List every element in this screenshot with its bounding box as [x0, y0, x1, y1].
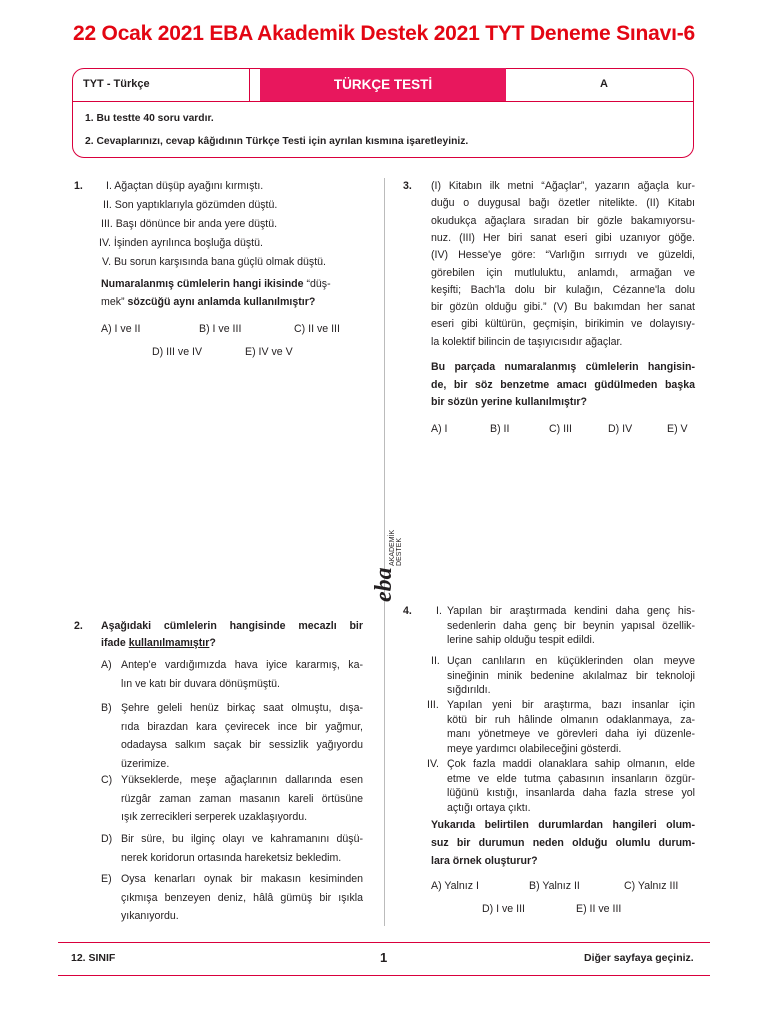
q4-option-a[interactable]: A) Yalnız I [431, 880, 479, 892]
page-title: 22 Ocak 2021 EBA Akademik Destek 2021 TYT Deneme Sınavı-6 [72, 22, 696, 45]
q2-option-e-text[interactable]: çıkmışa benzeyen deniz, hâlâ gümüş bir ışıkla [121, 891, 363, 904]
q2-option-c-text[interactable]: Yükseklerde, meşe ağaçlarının dallarında esen [121, 774, 363, 786]
q4-item-label: II. [431, 655, 440, 667]
logo-text: eba [371, 567, 397, 602]
q4-item-text: sineğinin minik bedenine akılalmaz bir teknoloji [447, 669, 695, 682]
footer-next-page: Diğer sayfaya geçiniz. [584, 952, 694, 964]
header-test-name: TÜRKÇE TESTİ [260, 68, 506, 101]
q2-option-c-text[interactable]: rüzgâr zaman zaman masanın kareli örtüsüne [121, 792, 363, 805]
q4-item-label: III. [427, 699, 439, 711]
q3-passage-line: (I) Kitabın ilk metni “Ağaçlar”, yazarın ağaçla kur- [431, 180, 695, 192]
q2-stem-negation: kullanılmamıştır [128, 637, 210, 649]
q3-stem-line: de, bir söz benzetme amacı güdülmeden başka [431, 378, 695, 391]
q4-item-label: I. [436, 605, 442, 617]
q4-item-text: Yapılan yeni bir araştırma, bazı insanlar için [447, 699, 695, 711]
q4-item-text: kötü bir ruh hâlinde olmanın odaklanmaya, za- [447, 713, 695, 726]
q3-stem-line: Bu parçada numaralanmış cümlelerin hangisin- [431, 361, 695, 373]
instruction-2: 2. Cevaplarınızı, cevap kâğıdının Türkçe Testi için ayrılan kısmına işaretleyiniz. [85, 136, 469, 147]
q2-option-d-text[interactable]: nerek koridorun ortasında hareketsiz bekledim. [121, 851, 342, 864]
q1-stem-part: sözcüğü aynı anlamda kullanılmıştır? [127, 296, 316, 308]
footer-bottom-rule [58, 975, 710, 976]
q4-option-d[interactable]: D) I ve III [482, 903, 525, 915]
q4-stem-line: suz bir durumun neden olduğu olumlu durum- [431, 837, 695, 849]
question-number: 4. [403, 605, 412, 617]
q1-option-b[interactable]: B) I ve III [199, 323, 242, 335]
q4-item-text: açtığı ortaya çıktı. [447, 801, 531, 814]
logo-subtext-2: DESTEK [396, 537, 403, 566]
q3-option-a[interactable]: A) I [431, 423, 448, 435]
q2-option-d-text[interactable]: Bir süre, bu ilginç olayı ve kahramanını düşü- [121, 833, 363, 845]
page-number: 1 [380, 950, 388, 965]
q2-option-d-label: D) [101, 833, 113, 845]
q1-stem-part: “düş- [306, 278, 331, 290]
header-booklet-type: A [600, 78, 608, 90]
q4-item-text: lerine sahip olduğu tespit edildi. [447, 634, 595, 646]
q2-stem-part: ifade [101, 637, 126, 649]
q1-sentence-1: I. Ağaçtan düşüp ayağını kırmıştı. [106, 180, 264, 192]
q1-option-d[interactable]: D) III ve IV [152, 346, 203, 358]
q4-item-text: sığdırıldı. [447, 684, 491, 696]
q3-option-b[interactable]: B) II [490, 423, 510, 435]
question-number: 1. [74, 180, 83, 192]
q2-option-e-label: E) [101, 873, 112, 885]
q4-item-label: IV. [427, 758, 439, 770]
q4-item-text: lüğünü kıstığı, insanlarda daha fazla strese yol [447, 787, 695, 799]
q4-stem-line: lara örnek oluşturur? [431, 855, 538, 867]
q4-item-text: sedenlerin daha genç bir beynin yapısal özellik- [447, 619, 695, 632]
q2-option-b-text[interactable]: rıda birazdan kara çevirecek ince bir yağmur, [121, 720, 363, 733]
q3-stem-line: bir sözün yerine kullanılmıştır? [431, 396, 587, 408]
q4-item-text: etme ve elde tutma çabasının insanların özgür- [447, 772, 695, 785]
q4-item-text: Yapılan bir araştırmada kendini daha genç his- [447, 605, 695, 617]
instruction-1: 1. Bu testte 40 soru vardır. [85, 113, 214, 124]
footer-top-rule [58, 942, 710, 943]
question-number: 2. [74, 620, 83, 632]
q3-passage-line: keşifti; Bach'la dolu bir kulağın, Cézanne'la dolu [431, 283, 695, 296]
q3-passage-line: görebilen için mutluluktu, anlamdı, armağan ve [431, 266, 695, 279]
q2-stem-part: ? [209, 637, 216, 649]
q2-option-e-text[interactable]: yıkanıyordu. [121, 910, 179, 922]
q2-option-a-text[interactable]: lın ve katı bir duvara dönüşmüştü. [121, 677, 280, 690]
q1-stem-part: Numaralanmış cümlelerin hangi ikisinde [101, 278, 304, 290]
footer-grade: 12. SINIF [71, 952, 116, 964]
q2-option-b-label: B) [101, 702, 112, 714]
question-number: 3. [403, 180, 412, 192]
q3-passage-line: bir gözün olduğu gibi.” (V) Bu bakımdan her sanat [431, 301, 695, 314]
q1-sentence-2: II. Son yaptıklarıyla gözümden düştü. [103, 199, 278, 211]
q3-option-c[interactable]: C) III [549, 423, 572, 435]
q2-option-a-label: A) [101, 659, 112, 671]
q2-option-c-label: C) [101, 774, 113, 786]
q1-sentence-4: IV. İşinden ayrılınca boşluğa düştü. [99, 237, 263, 249]
q1-option-e[interactable]: E) IV ve V [245, 346, 293, 358]
q2-option-b-text[interactable]: odadaysa salkım saçak bir sessizlik yağıyordu [121, 739, 363, 751]
q3-passage-line: nuz. (III) Her biri sanat eseri gibi uzanıyor göğe. [431, 231, 695, 244]
eba-logo [368, 512, 402, 604]
q2-option-e-text[interactable]: Oysa kenarları oynak bir makasın kesiminden [121, 873, 363, 885]
q2-option-b-text[interactable]: Şehre geleli henüz birkaç saat olmuştu, dışa- [121, 702, 363, 714]
q3-passage-line: (IV) Hesse'ye göre: “Varlığın sırrıydı ve güzeldi, [431, 249, 695, 262]
q1-stem-line-1 [101, 278, 363, 290]
q4-item-text: Uçan canlıların en küçüklerinden olan meyve [447, 655, 695, 667]
q3-passage-line: duğu o duygusal bağı özetler nitelikte. (II) Kitabı [431, 197, 695, 210]
q4-option-c[interactable]: C) Yalnız III [624, 880, 679, 892]
q3-passage-line: la kolektif bilincin de taşıyıcısıdır ağaçlar. [431, 335, 623, 348]
q4-item-text: Çok fazla maddi olanaklara sahip olmanın, elde [447, 758, 695, 770]
header-divider [249, 69, 250, 101]
q4-item-text: meye yardımcı olabileceğini gösterdi. [447, 742, 622, 755]
q2-option-a-text[interactable]: Antep'e vardığımızda hava iyice kararmış, ka- [121, 659, 363, 671]
q3-passage-line: eseri gibi kültürün, geçmişin, birikimin ve dolayısıy- [431, 318, 695, 331]
q4-option-e[interactable]: E) II ve III [576, 903, 622, 915]
test-header-box [72, 68, 694, 158]
q1-sentence-5: V. Bu sorun karşısında bana güçlü olmak düştü. [102, 256, 326, 268]
q2-option-c-text[interactable]: ışık zerrecikleri serperek uzaklaşıyordu. [121, 811, 308, 823]
q4-item-text: manı yönetmeye ve görevleri daha iyi düzenle- [447, 728, 695, 740]
q2-stem-line-2 [101, 637, 216, 649]
header-section-label: TYT - Türkçe [83, 78, 150, 90]
q2-stem-line-1: Aşağıdaki cümlelerin hangisinde mecazlı bir [101, 620, 363, 632]
q3-option-d[interactable]: D) IV [608, 423, 633, 435]
q1-stem-line-2 [101, 296, 315, 308]
logo-subtext-1: AKADEMİK [389, 529, 396, 566]
q1-stem-part: mek” [101, 296, 125, 308]
q1-option-a[interactable]: A) I ve II [101, 323, 141, 335]
q4-stem-line: Yukarıda belirtilen durumlardan hangileri olum- [431, 819, 695, 831]
q1-option-c[interactable]: C) II ve III [294, 323, 340, 335]
q4-option-b[interactable]: B) Yalnız II [529, 880, 580, 892]
q3-option-e[interactable]: E) V [667, 423, 688, 435]
q1-sentence-3: III. Başı dönünce bir anda yere düştü. [101, 218, 278, 230]
q2-option-b-text[interactable]: üzerimize. [121, 757, 170, 770]
q3-passage-line: okudukça ağaçlara sıradan bir gözle bakamıyorsu- [431, 214, 695, 227]
